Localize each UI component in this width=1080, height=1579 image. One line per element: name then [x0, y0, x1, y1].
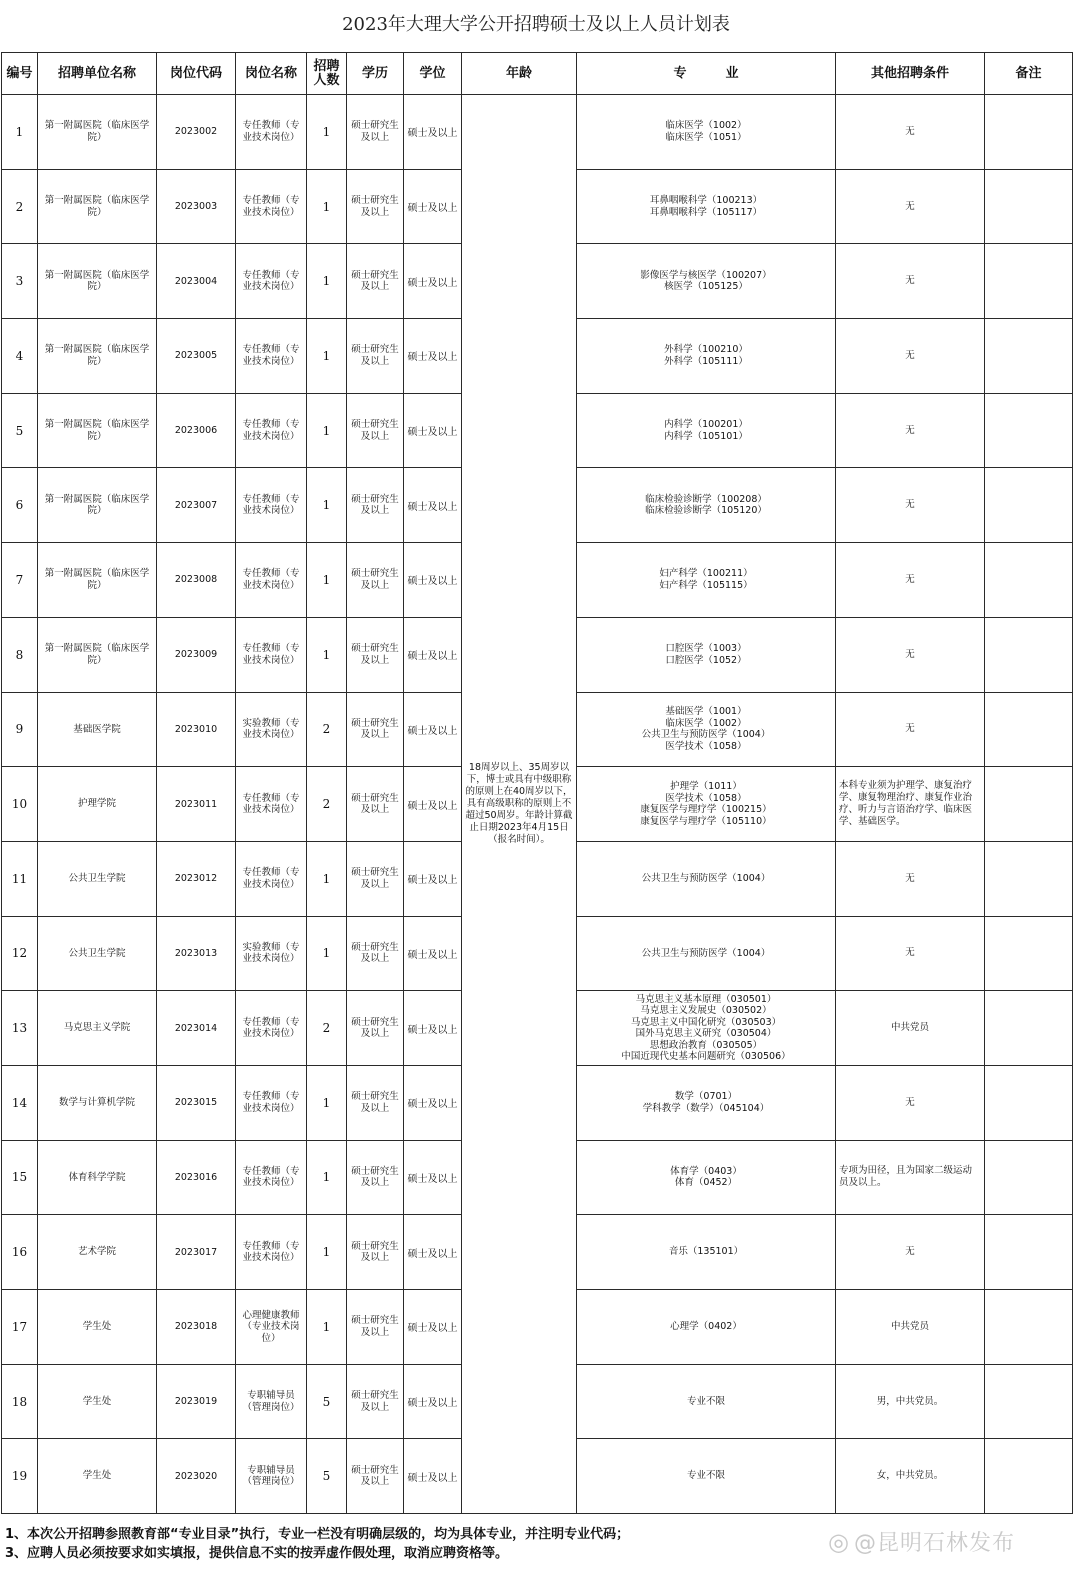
row-major: 基础医学（1001） 临床医学（1002） 公共卫生与预防医学（1004） 医学技术（1058） [577, 692, 836, 767]
row-remark [985, 617, 1073, 692]
row-education: 硕士研究生及以上 [347, 244, 404, 319]
row-unit: 公共卫生学院 [38, 841, 157, 916]
row-count: 1 [307, 468, 347, 543]
row-no: 5 [2, 393, 38, 468]
row-major: 影像医学与核医学（100207） 核医学（105125） [577, 244, 836, 319]
table-header-row [2, 53, 1073, 95]
row-education: 硕士研究生及以上 [347, 1215, 404, 1290]
row-post-code: 2023020 [157, 1439, 236, 1514]
row-no: 4 [2, 319, 38, 394]
header-unit: 招聘单位名称 [38, 53, 157, 95]
row-remark [985, 767, 1073, 842]
row-education: 硕士研究生及以上 [347, 468, 404, 543]
row-no: 18 [2, 1364, 38, 1439]
row-count: 1 [307, 244, 347, 319]
row-degree: 硕士及以上 [404, 841, 462, 916]
row-degree: 硕士及以上 [404, 1364, 462, 1439]
page-title: 2023年大理大学公开招聘硕士及以上人员计划表 [342, 14, 730, 35]
row-post-name: 专任教师（专业技术岗位） [236, 841, 307, 916]
row-unit: 学生处 [38, 1439, 157, 1514]
row-remark [985, 1140, 1073, 1215]
row-post-name: 专任教师（专业技术岗位） [236, 319, 307, 394]
row-degree: 硕士及以上 [404, 991, 462, 1066]
row-degree: 硕士及以上 [404, 916, 462, 991]
row-unit: 第一附属医院（临床医学院） [38, 543, 157, 618]
row-count: 5 [307, 1364, 347, 1439]
footnotes [5, 1525, 629, 1563]
row-other-conditions: 无 [836, 95, 985, 170]
row-count: 1 [307, 169, 347, 244]
row-major: 体育学（0403） 体育（0452） [577, 1140, 836, 1215]
row-major: 音乐（135101） [577, 1215, 836, 1290]
row-no: 9 [2, 692, 38, 767]
row-post-code: 2023004 [157, 244, 236, 319]
watermark-text: @昆明石林发布 [853, 1531, 1015, 1556]
age-requirement: 18周岁以上、35周岁以下，博士或具有中级职称的原则上在40周岁以下，具有高级职称的原则上不超过50周岁。年龄计算截止日期2023年4月15日（报名时间）。 [462, 95, 577, 1514]
row-unit: 第一附属医院（临床医学院） [38, 617, 157, 692]
row-unit: 马克思主义学院 [38, 991, 157, 1066]
row-unit: 第一附属医院（临床医学院） [38, 244, 157, 319]
row-post-code: 2023019 [157, 1364, 236, 1439]
row-no: 12 [2, 916, 38, 991]
row-no: 19 [2, 1439, 38, 1514]
row-education: 硕士研究生及以上 [347, 393, 404, 468]
row-degree: 硕士及以上 [404, 1140, 462, 1215]
row-major: 口腔医学（1003） 口腔医学（1052） [577, 617, 836, 692]
row-other-conditions: 无 [836, 1215, 985, 1290]
row-no: 11 [2, 841, 38, 916]
row-post-name: 专任教师（专业技术岗位） [236, 244, 307, 319]
row-degree: 硕士及以上 [404, 767, 462, 842]
row-post-name: 专任教师（专业技术岗位） [236, 95, 307, 170]
row-degree: 硕士及以上 [404, 468, 462, 543]
row-education: 硕士研究生及以上 [347, 1290, 404, 1365]
row-major: 护理学（1011） 医学技术（1058） 康复医学与理疗学（100215） 康复医学与理疗学（105110） [577, 767, 836, 842]
row-post-code: 2023008 [157, 543, 236, 618]
row-major: 专业不限 [577, 1364, 836, 1439]
row-post-name: 专任教师（专业技术岗位） [236, 617, 307, 692]
row-other-conditions: 无 [836, 1065, 985, 1140]
row-unit: 第一附属医院（临床医学院） [38, 393, 157, 468]
row-remark [985, 319, 1073, 394]
row-remark [985, 95, 1073, 170]
row-education: 硕士研究生及以上 [347, 95, 404, 170]
row-unit: 公共卫生学院 [38, 916, 157, 991]
row-education: 硕士研究生及以上 [347, 1439, 404, 1514]
row-other-conditions: 女，中共党员。 [836, 1439, 985, 1514]
row-count: 1 [307, 393, 347, 468]
row-count: 2 [307, 767, 347, 842]
row-post-code: 2023014 [157, 991, 236, 1066]
row-post-name: 专任教师（专业技术岗位） [236, 1065, 307, 1140]
row-remark [985, 543, 1073, 618]
row-degree: 硕士及以上 [404, 244, 462, 319]
row-degree: 硕士及以上 [404, 1215, 462, 1290]
row-major: 马克思主义基本原理（030501） 马克思主义发展史（030502） 马克思主义中国化研究（030503） 国外马克思主义研究（030504） 思想政治教育（030505） 中国近现代史基本问题研究（030506） [577, 991, 836, 1066]
row-count: 1 [307, 319, 347, 394]
row-other-conditions: 无 [836, 543, 985, 618]
header-count: 招聘 人数 [307, 53, 347, 95]
row-remark [985, 468, 1073, 543]
row-degree: 硕士及以上 [404, 1439, 462, 1514]
row-remark [985, 1364, 1073, 1439]
row-post-name: 专任教师（专业技术岗位） [236, 393, 307, 468]
row-degree: 硕士及以上 [404, 1065, 462, 1140]
row-degree: 硕士及以上 [404, 617, 462, 692]
row-remark [985, 1439, 1073, 1514]
row-remark [985, 916, 1073, 991]
row-post-name: 心理健康教师（专业技术岗位） [236, 1290, 307, 1365]
row-remark [985, 692, 1073, 767]
row-unit: 第一附属医院（临床医学院） [38, 95, 157, 170]
row-post-name: 专职辅导员（管理岗位） [236, 1364, 307, 1439]
header-no: 编号 [2, 53, 38, 95]
weibo-icon: ◎ [828, 1528, 850, 1556]
row-count: 1 [307, 1215, 347, 1290]
row-education: 硕士研究生及以上 [347, 543, 404, 618]
row-other-conditions: 无 [836, 393, 985, 468]
row-no: 3 [2, 244, 38, 319]
row-major: 公共卫生与预防医学（1004） [577, 841, 836, 916]
row-unit: 学生处 [38, 1290, 157, 1365]
row-post-name: 专任教师（专业技术岗位） [236, 991, 307, 1066]
row-education: 硕士研究生及以上 [347, 1364, 404, 1439]
row-post-code: 2023016 [157, 1140, 236, 1215]
row-other-conditions: 无 [836, 916, 985, 991]
row-no: 17 [2, 1290, 38, 1365]
row-post-name: 专任教师（专业技术岗位） [236, 543, 307, 618]
header-age: 年龄 [462, 53, 577, 95]
row-other-conditions: 中共党员 [836, 1290, 985, 1365]
row-unit: 艺术学院 [38, 1215, 157, 1290]
row-no: 13 [2, 991, 38, 1066]
row-unit: 学生处 [38, 1364, 157, 1439]
row-major: 妇产科学（100211） 妇产科学（105115） [577, 543, 836, 618]
row-other-conditions: 中共党员 [836, 991, 985, 1066]
header-other-conditions: 其他招聘条件 [836, 53, 985, 95]
row-count: 1 [307, 916, 347, 991]
row-remark [985, 841, 1073, 916]
header-education: 学历 [347, 53, 404, 95]
row-no: 16 [2, 1215, 38, 1290]
header-remark: 备注 [985, 53, 1073, 95]
row-remark [985, 1290, 1073, 1365]
table-row [2, 95, 1073, 170]
row-other-conditions: 无 [836, 468, 985, 543]
row-degree: 硕士及以上 [404, 393, 462, 468]
row-remark [985, 244, 1073, 319]
row-post-name: 专任教师（专业技术岗位） [236, 1140, 307, 1215]
row-degree: 硕士及以上 [404, 692, 462, 767]
row-no: 7 [2, 543, 38, 618]
row-education: 硕士研究生及以上 [347, 1065, 404, 1140]
row-major: 专业不限 [577, 1439, 836, 1514]
header-major: 专 业 [577, 53, 836, 95]
row-other-conditions: 男，中共党员。 [836, 1364, 985, 1439]
row-post-code: 2023010 [157, 692, 236, 767]
row-post-name: 专任教师（专业技术岗位） [236, 767, 307, 842]
row-count: 1 [307, 95, 347, 170]
row-post-code: 2023007 [157, 468, 236, 543]
row-other-conditions: 专项为田径，且为国家二级运动员及以上。 [836, 1140, 985, 1215]
row-degree: 硕士及以上 [404, 319, 462, 394]
row-count: 1 [307, 617, 347, 692]
watermark [828, 1526, 1015, 1557]
row-remark [985, 393, 1073, 468]
row-education: 硕士研究生及以上 [347, 617, 404, 692]
row-major: 公共卫生与预防医学（1004） [577, 916, 836, 991]
row-other-conditions: 无 [836, 617, 985, 692]
row-count: 1 [307, 1140, 347, 1215]
row-post-code: 2023002 [157, 95, 236, 170]
row-count: 1 [307, 543, 347, 618]
row-degree: 硕士及以上 [404, 95, 462, 170]
row-education: 硕士研究生及以上 [347, 1140, 404, 1215]
row-unit: 体育科学学院 [38, 1140, 157, 1215]
row-post-code: 2023012 [157, 841, 236, 916]
row-count: 1 [307, 1290, 347, 1365]
row-post-code: 2023005 [157, 319, 236, 394]
row-no: 6 [2, 468, 38, 543]
row-remark [985, 1215, 1073, 1290]
row-post-name: 专任教师（专业技术岗位） [236, 468, 307, 543]
row-major: 临床医学（1002） 临床医学（1051） [577, 95, 836, 170]
header-code: 岗位代码 [157, 53, 236, 95]
row-count: 2 [307, 991, 347, 1066]
footnote-1: 1、本次公开招聘参照教育部“专业目录”执行，专业一栏没有明确层级的，均为具体专业，并注明专业代码； [5, 1527, 630, 1542]
row-remark [985, 991, 1073, 1066]
row-major: 心理学（0402） [577, 1290, 836, 1365]
row-post-code: 2023013 [157, 916, 236, 991]
row-count: 1 [307, 841, 347, 916]
row-no: 14 [2, 1065, 38, 1140]
row-post-name: 专任教师（专业技术岗位） [236, 1215, 307, 1290]
row-no: 8 [2, 617, 38, 692]
row-unit: 数学与计算机学院 [38, 1065, 157, 1140]
row-count: 1 [307, 1065, 347, 1140]
row-other-conditions: 无 [836, 169, 985, 244]
row-post-code: 2023003 [157, 169, 236, 244]
header-degree: 学位 [404, 53, 462, 95]
row-post-code: 2023018 [157, 1290, 236, 1365]
row-post-code: 2023009 [157, 617, 236, 692]
row-no: 2 [2, 169, 38, 244]
row-degree: 硕士及以上 [404, 169, 462, 244]
row-other-conditions: 无 [836, 244, 985, 319]
row-degree: 硕士及以上 [404, 543, 462, 618]
row-degree: 硕士及以上 [404, 1290, 462, 1365]
row-no: 1 [2, 95, 38, 170]
row-education: 硕士研究生及以上 [347, 991, 404, 1066]
row-count: 5 [307, 1439, 347, 1514]
row-unit: 护理学院 [38, 767, 157, 842]
row-education: 硕士研究生及以上 [347, 169, 404, 244]
row-post-name: 实验教师（专业技术岗位） [236, 916, 307, 991]
row-post-name: 专任教师（专业技术岗位） [236, 169, 307, 244]
row-education: 硕士研究生及以上 [347, 767, 404, 842]
row-other-conditions: 无 [836, 692, 985, 767]
row-unit: 基础医学院 [38, 692, 157, 767]
row-post-code: 2023011 [157, 767, 236, 842]
row-other-conditions: 无 [836, 841, 985, 916]
row-education: 硕士研究生及以上 [347, 841, 404, 916]
row-post-code: 2023017 [157, 1215, 236, 1290]
row-unit: 第一附属医院（临床医学院） [38, 319, 157, 394]
row-post-code: 2023015 [157, 1065, 236, 1140]
row-no: 10 [2, 767, 38, 842]
footnote-3: 3、应聘人员必须按要求如实填报，提供信息不实的按弄虚作假处理，取消应聘资格等。 [5, 1546, 509, 1561]
row-education: 硕士研究生及以上 [347, 916, 404, 991]
row-major: 外科学（100210） 外科学（105111） [577, 319, 836, 394]
row-post-code: 2023006 [157, 393, 236, 468]
row-unit: 第一附属医院（临床医学院） [38, 468, 157, 543]
row-no: 15 [2, 1140, 38, 1215]
row-remark [985, 1065, 1073, 1140]
recruitment-plan-table [1, 52, 1073, 1514]
row-education: 硕士研究生及以上 [347, 319, 404, 394]
row-remark [985, 169, 1073, 244]
row-major: 内科学（100201） 内科学（105101） [577, 393, 836, 468]
row-post-name: 专职辅导员（管理岗位） [236, 1439, 307, 1514]
header-post: 岗位名称 [236, 53, 307, 95]
row-other-conditions: 本科专业须为护理学、康复治疗学、康复物理治疗、康复作业治疗、听力与言语治疗学、临床医学、基础医学。 [836, 767, 985, 842]
row-major: 数学（0701） 学科教学（数学）（045104） [577, 1065, 836, 1140]
row-post-name: 实验教师（专业技术岗位） [236, 692, 307, 767]
row-major: 临床检验诊断学（100208） 临床检验诊断学（105120） [577, 468, 836, 543]
row-major: 耳鼻咽喉科学（100213） 耳鼻咽喉科学（105117） [577, 169, 836, 244]
row-count: 2 [307, 692, 347, 767]
row-education: 硕士研究生及以上 [347, 692, 404, 767]
row-unit: 第一附属医院（临床医学院） [38, 169, 157, 244]
row-other-conditions: 无 [836, 319, 985, 394]
